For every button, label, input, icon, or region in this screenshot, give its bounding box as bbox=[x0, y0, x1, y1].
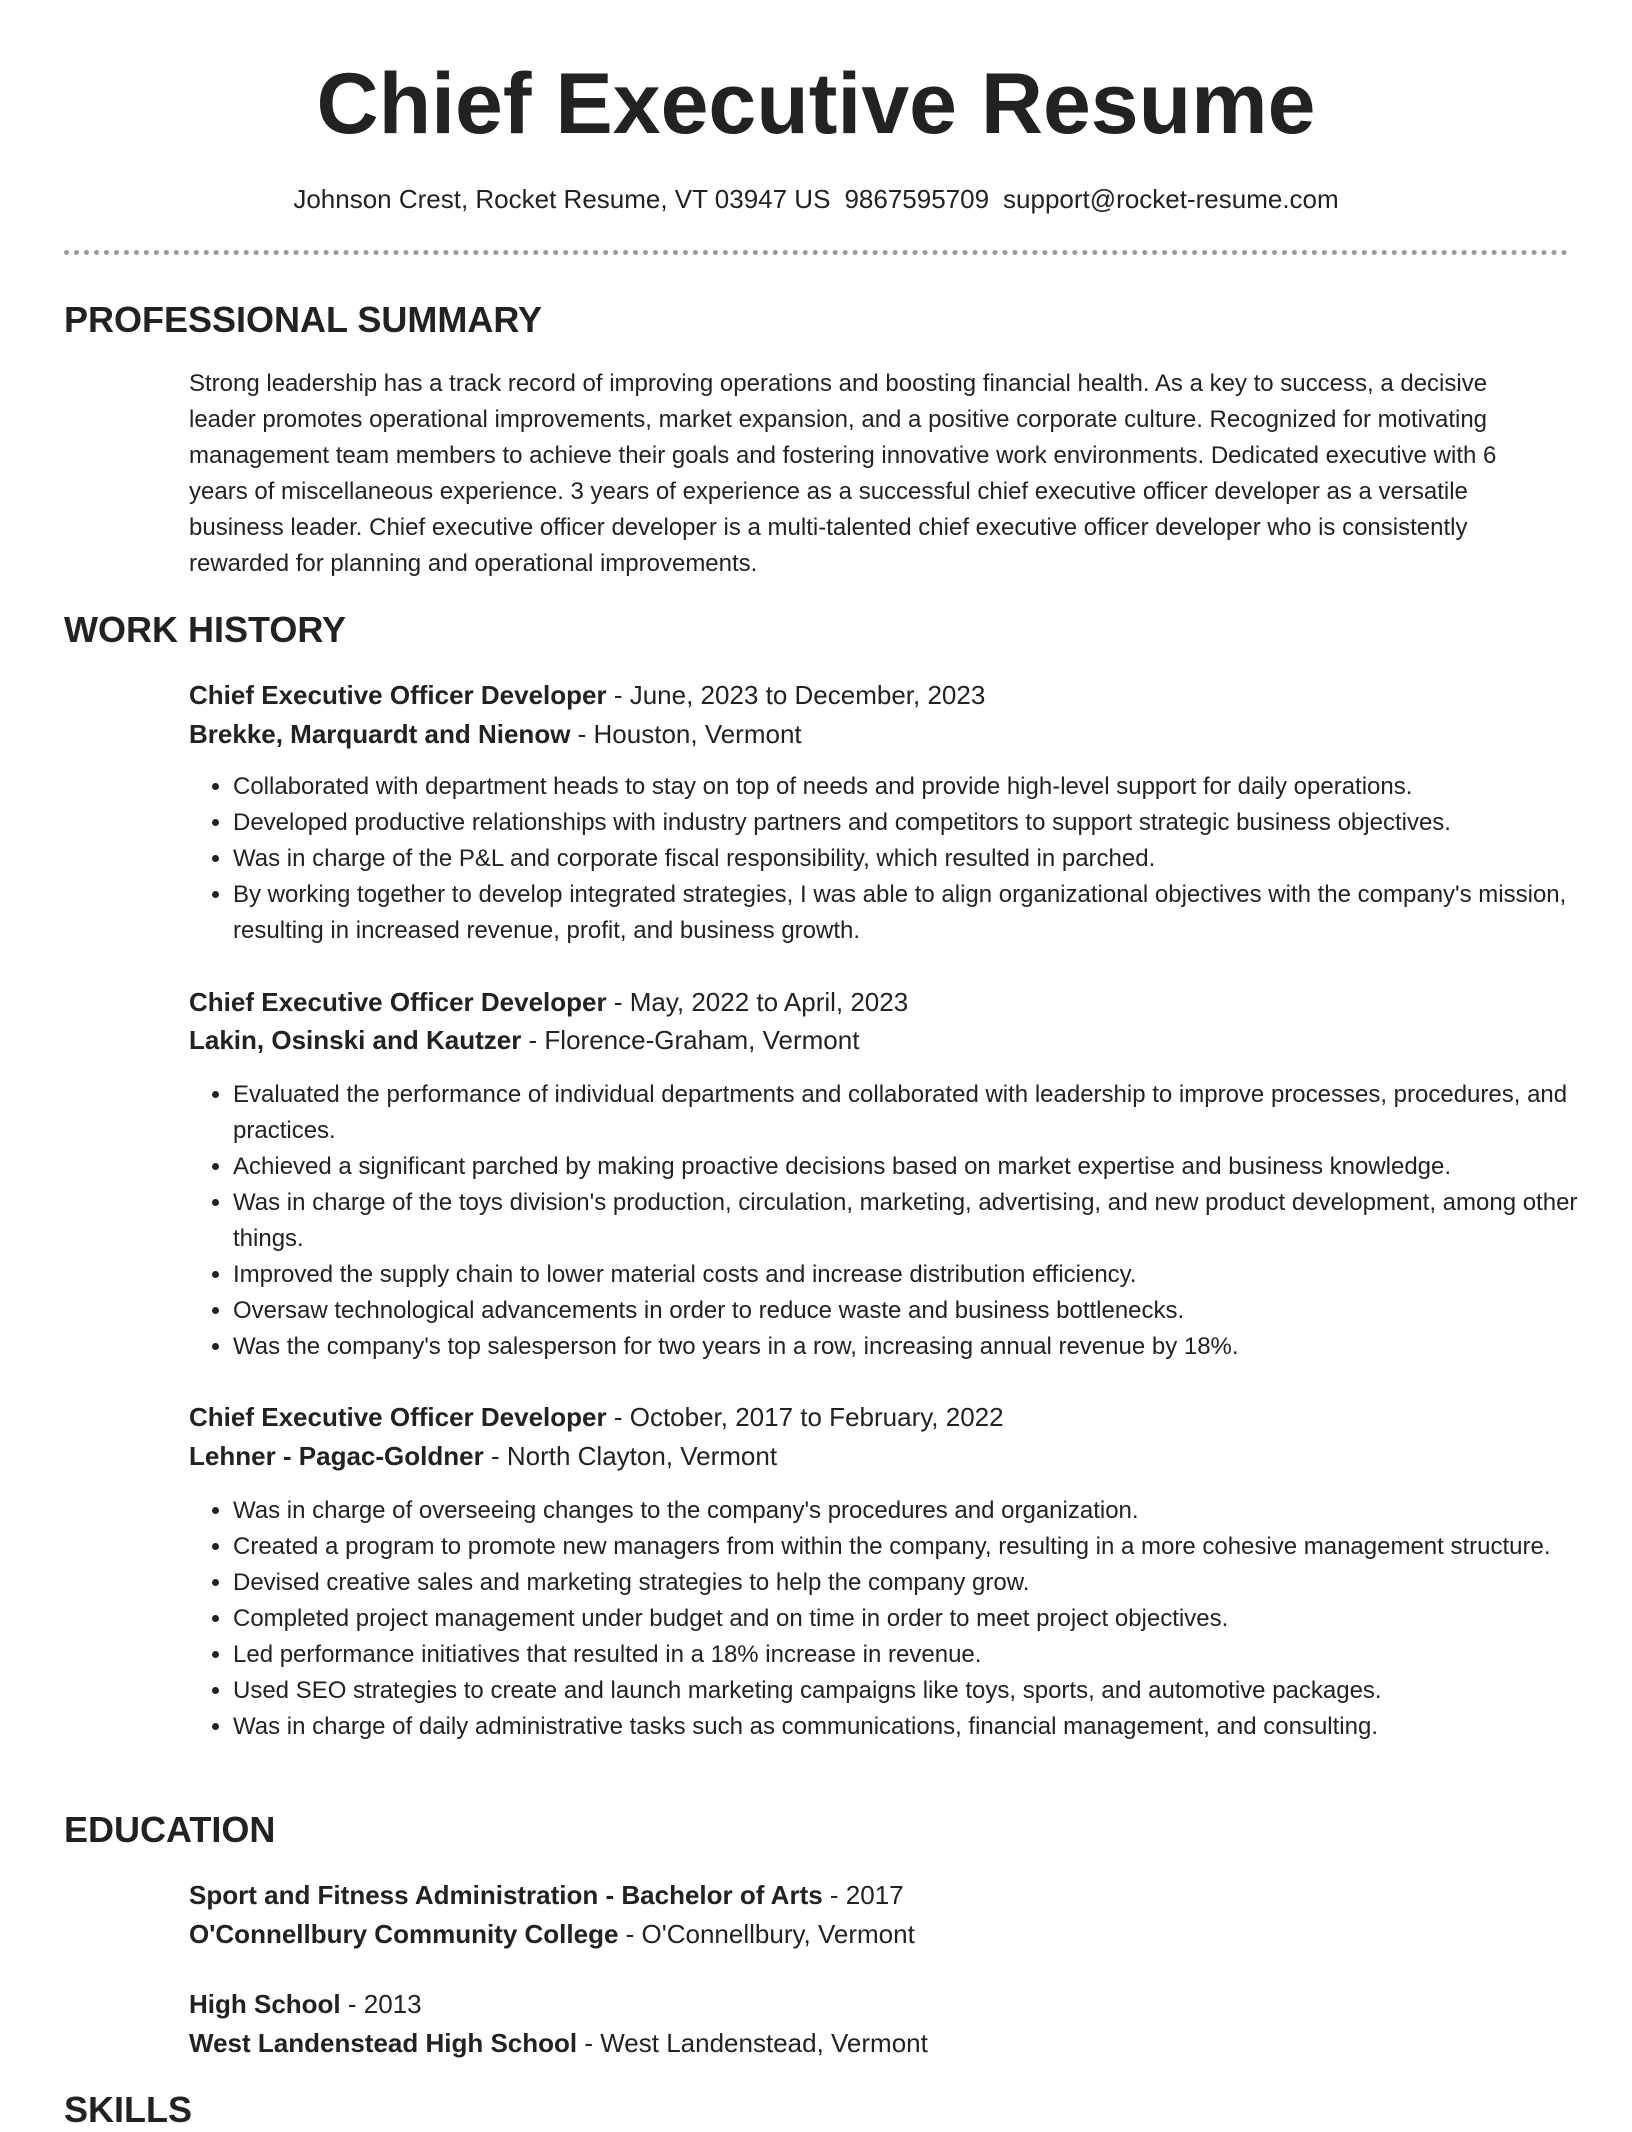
list-item: • Oversaw technological advancements in order to reduce waste and business bottlenecks. bbox=[233, 1293, 1613, 1329]
list-item: • Completed project management under budget and on time in order to meet project objectives. bbox=[233, 1601, 1613, 1637]
list-item: • Improved the supply chain to lower material costs and increase distribution efficiency. bbox=[233, 1257, 1613, 1293]
education-1-school: O'Connellbury Community College bbox=[189, 1919, 619, 1949]
job-1-company: Brekke, Marquardt and Nienow bbox=[189, 719, 571, 749]
job-1-location: - Houston, Vermont bbox=[570, 719, 802, 749]
header-divider bbox=[64, 250, 1568, 255]
job-1-bullets bbox=[189, 769, 1613, 949]
list-item: • By working together to develop integrated strategies, I was able to align organizational objectives with the company's mission, resulting in increased revenue, profit, and business growth. bbox=[233, 877, 1613, 949]
job-3-dates: - October, 2017 to February, 2022 bbox=[606, 1402, 1004, 1432]
list-item: • Led performance initiatives that resulted in a 18% increase in revenue. bbox=[233, 1637, 1613, 1673]
work-history-heading: WORK HISTORY bbox=[64, 609, 347, 650]
education-1-year: - 2017 bbox=[822, 1880, 904, 1910]
contact-phone: 9867595709 bbox=[844, 184, 990, 214]
job-2-title: Chief Executive Officer Developer bbox=[189, 987, 607, 1017]
list-item: • Devised creative sales and marketing strategies to help the company grow. bbox=[233, 1565, 1613, 1601]
list-item: • Created a program to promote new managers from within the company, resulting in a more cohesive management structure. bbox=[233, 1529, 1613, 1565]
job-2-company-line bbox=[189, 1023, 859, 1057]
contact-email: support@rocket-resume.com bbox=[1003, 184, 1339, 214]
summary-heading: PROFESSIONAL SUMMARY bbox=[64, 299, 543, 340]
job-1-company-line bbox=[189, 717, 802, 751]
list-item: • Was in charge of the P&L and corporate fiscal responsibility, which resulted in parched. bbox=[233, 841, 1613, 877]
job-3-location: - North Clayton, Vermont bbox=[483, 1441, 778, 1471]
job-3-bullets bbox=[189, 1493, 1613, 1745]
education-1-degree-line bbox=[189, 1878, 904, 1912]
list-item: • Evaluated the performance of individual departments and collaborated with leadership to improve processes, procedures, and practices. bbox=[233, 1077, 1613, 1149]
job-2-bullets bbox=[189, 1077, 1613, 1365]
job-2-dates: - May, 2022 to April, 2023 bbox=[606, 987, 909, 1017]
contact-line bbox=[0, 182, 1632, 216]
education-2-location: - West Landenstead, Vermont bbox=[577, 2028, 928, 2058]
list-item: • Was in charge of overseeing changes to the company's procedures and organization. bbox=[233, 1493, 1613, 1529]
education-heading: EDUCATION bbox=[64, 1809, 276, 1850]
list-item: • Collaborated with department heads to stay on top of needs and provide high-level support for daily operations. bbox=[233, 769, 1613, 805]
job-3-title: Chief Executive Officer Developer bbox=[189, 1402, 607, 1432]
job-3-title-line bbox=[189, 1400, 1004, 1434]
summary-text: Strong leadership has a track record of improving operations and boosting financial health. As a key to success, a decisive leader promotes operational improvements, market expansion, and a positive corporate culture. Recognized for motivating management team members to achieve their goals and fostering innovative work environments. Dedicated executive with 6 years of miscellaneous experience. 3 years of experience as a successful chief executive officer developer as a versatile business leader. Chief executive officer developer is a multi-talented chief executive officer developer who is consistently rewarded for planning and operational improvements. bbox=[189, 370, 1497, 577]
job-2-title-line bbox=[189, 985, 908, 1019]
list-item: • Developed productive relationships with industry partners and competitors to support strategic business objectives. bbox=[233, 805, 1613, 841]
job-3-company-line bbox=[189, 1439, 777, 1473]
education-2-degree-line bbox=[189, 1987, 422, 2021]
education-1-school-line bbox=[189, 1917, 915, 1951]
job-1-title: Chief Executive Officer Developer bbox=[189, 680, 607, 710]
job-3-company: Lehner - Pagac-Goldner bbox=[189, 1441, 484, 1471]
skills-heading: SKILLS bbox=[64, 2089, 193, 2130]
list-item: • Achieved a significant parched by making proactive decisions based on market expertise and business knowledge. bbox=[233, 1149, 1613, 1185]
education-2-school: West Landenstead High School bbox=[189, 2028, 578, 2058]
education-1-location: - O'Connellbury, Vermont bbox=[618, 1919, 915, 1949]
education-2-school-line bbox=[189, 2026, 928, 2060]
job-1-dates: - June, 2023 to December, 2023 bbox=[606, 680, 986, 710]
job-1-title-line bbox=[189, 678, 985, 712]
contact-address: Johnson Crest, Rocket Resume, VT 03947 US bbox=[293, 184, 831, 214]
resume-title: Chief Executive Resume bbox=[316, 56, 1316, 152]
job-2-company: Lakin, Osinski and Kautzer bbox=[189, 1025, 522, 1055]
list-item: • Used SEO strategies to create and launch marketing campaigns like toys, sports, and automotive packages. bbox=[233, 1673, 1613, 1709]
list-item: • Was in charge of the toys division's production, circulation, marketing, advertising, and new product development, among other things. bbox=[233, 1185, 1613, 1257]
job-2-location: - Florence-Graham, Vermont bbox=[521, 1025, 860, 1055]
education-2-year: - 2013 bbox=[340, 1989, 422, 2019]
list-item: • Was the company's top salesperson for two years in a row, increasing annual revenue by 18%. bbox=[233, 1329, 1613, 1365]
education-2-degree: High School bbox=[189, 1989, 341, 2019]
education-1-degree: Sport and Fitness Administration - Bachelor of Arts bbox=[189, 1880, 823, 1910]
list-item: • Was in charge of daily administrative tasks such as communications, financial management, and consulting. bbox=[233, 1709, 1613, 1745]
